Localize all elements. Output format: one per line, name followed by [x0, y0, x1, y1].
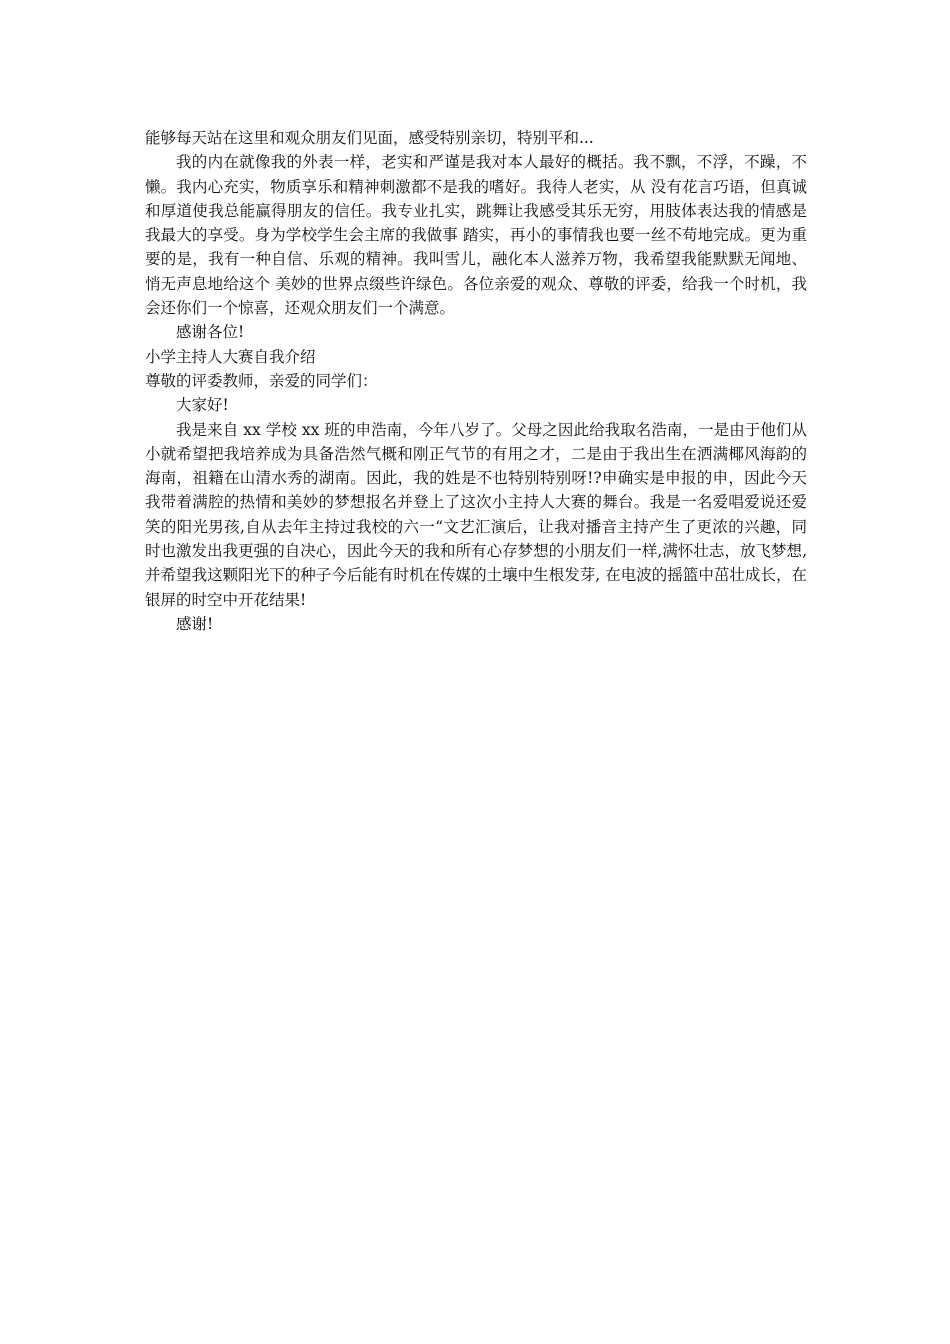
- paragraph-closing-thanks: 感谢!: [176, 614, 214, 633]
- paragraph-thanks-all: 感谢各位!: [176, 323, 245, 342]
- section-heading: 小学主持人大赛自我介绍: [145, 347, 316, 366]
- salutation: 尊敬的评委教师，亲爱的同学们：: [145, 371, 378, 390]
- paragraph-self-description: 我的内在就像我的外表一样，老实和严谨是我对本人最好的概括。我不飘，不浮，不躁，不懒。我内心充实，物质享乐和精神刺激都不是我的嗜好。我待人老实，从 没有花言巧语，但真诚和厚道使我总能赢得朋友的信任。我专业扎实，跳舞让我感受其乐无穷，用肢体表达我的情感是我最大的享受。身为学校学生会主席的我做事 踏实，再小的事情我也要一丝不苟地完成。更为重要的是，我有一种自信、乐观的精神。我叫雪儿，融化本人滋养万物，我希望我能默默无闻地、悄无声息地给这个 美妙的世界点缀些许绿色。各位亲爱的观众、尊敬的评委，给我一个时机，我会还你们一个惊喜，还观众朋友们一个满意。: [145, 153, 807, 318]
- greeting: 大家好!: [176, 396, 229, 415]
- paragraph-introduction: 我是来自 xx 学校 xx 班的申浩南，今年八岁了。父母之因此给我取名浩南，一是由于他们从小就希望把我培养成为具备浩然气概和刚正气节的有用之才，二是由于我出生在洒满椰风海韵的海南，祖籍在山清水秀的湖南。因此，我的姓是不也特别特别呀!?申确实是申报的申，因此今天我带着满腔的热情和美妙的梦想报名并登上了这次小主持人大赛的舞台。我是一名爱唱爱说还爱笑的阳光男孩,自从去年主持过我校的六一“文艺汇演后，让我对播音主持产生了更浓的兴趣，同时也激发出我更强的自决心，因此今天的我和所有心存梦想的小朋友们一样,满怀壮志，放飞梦想,并希望我这颗阳光下的种子今后能有时机在传媒的土壤中生根发芽, 在电波的摇篮中茁壮成长，在银屏的时空中开花结果!: [145, 420, 807, 609]
- paragraph-opening-line: 能够每天站在这里和观众朋友们见面，感受特别亲切，特别平和...: [145, 129, 594, 147]
- document-body: [145, 126, 807, 636]
